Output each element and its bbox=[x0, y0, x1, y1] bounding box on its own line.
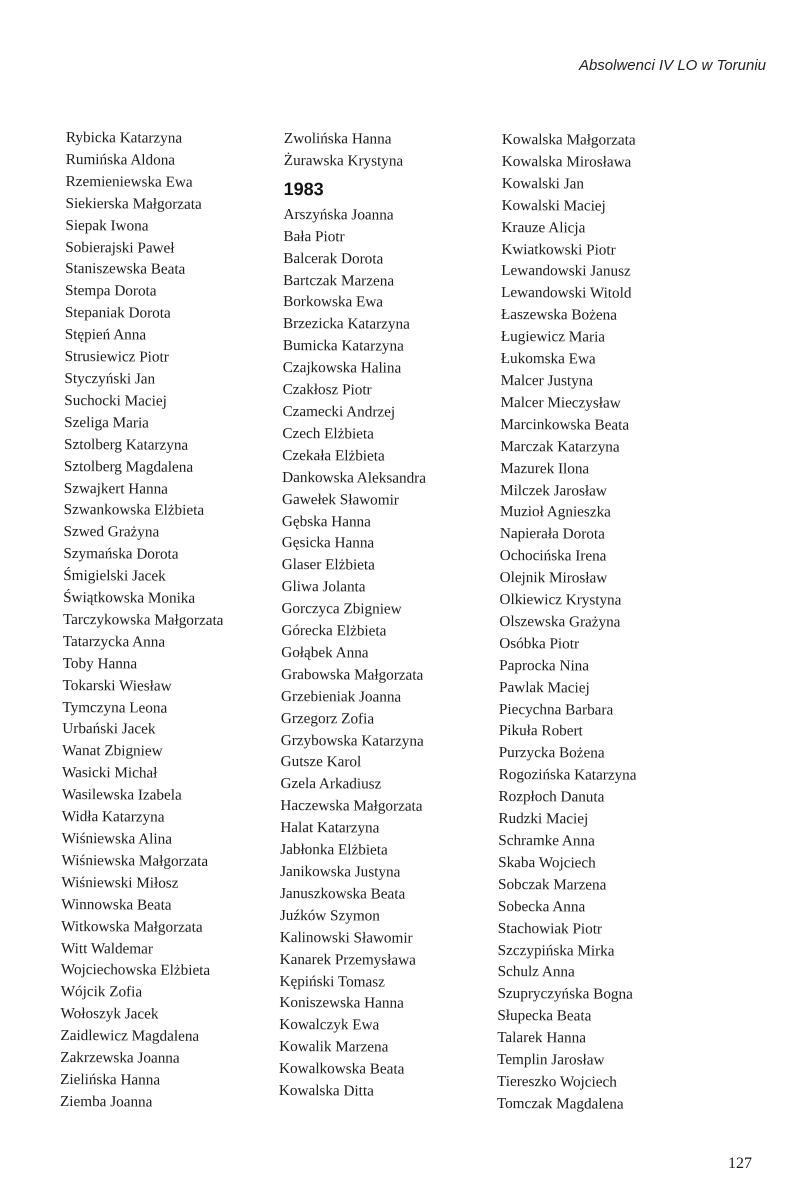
name-entry: Olszewska Grażyna bbox=[499, 612, 621, 631]
name-entry: Ochocińska Irena bbox=[499, 547, 607, 565]
year-heading: 1983 bbox=[283, 178, 324, 200]
name-entry: Wasicki Michał bbox=[62, 764, 158, 782]
name-entry: Czajkowska Halina bbox=[282, 359, 402, 377]
name-column-3 bbox=[497, 129, 640, 1115]
name-entry: Olejnik Mirosław bbox=[499, 569, 608, 587]
name-entry: Bumicka Katarzyna bbox=[282, 337, 404, 355]
name-entry: Wojciechowska Elżbieta bbox=[60, 961, 211, 980]
name-entry: Stępień Anna bbox=[64, 326, 147, 344]
name-entry: Napierała Dorota bbox=[499, 525, 605, 543]
name-entry: Ziemba Joanna bbox=[59, 1092, 153, 1111]
name-entry: Lewandowski Witold bbox=[501, 284, 632, 303]
name-entry: Stepaniak Dorota bbox=[64, 304, 171, 322]
name-entry: Borkowska Ewa bbox=[283, 293, 384, 311]
name-entry: Czekała Elżbieta bbox=[282, 446, 385, 465]
name-entry: Rzemieniewska Ewa bbox=[65, 172, 193, 191]
name-entry: Czech Elżbieta bbox=[282, 424, 374, 443]
name-entry: Wiśniewski Miłosz bbox=[61, 873, 179, 892]
name-entry: Lewandowski Janusz bbox=[501, 262, 631, 281]
name-entry: Kowalska Małgorzata bbox=[501, 130, 636, 149]
name-entry: Dankowska Aleksandra bbox=[282, 468, 427, 487]
name-entry: Górecka Elżbieta bbox=[281, 622, 387, 640]
name-entry: Czamecki Andrzej bbox=[282, 402, 396, 421]
name-entry: Tiereszko Wojciech bbox=[496, 1072, 617, 1091]
name-entry: Sobczak Marzena bbox=[498, 875, 607, 894]
name-entry: Gawełek Sławomir bbox=[282, 490, 399, 509]
name-entry: Talarek Hanna bbox=[497, 1029, 587, 1047]
name-entry: Witkowska Małgorzata bbox=[61, 917, 203, 936]
name-entry: Muzioł Agnieszka bbox=[499, 503, 611, 521]
name-entry: Grzebieniak Joanna bbox=[280, 687, 402, 706]
name-entry: Sobierajski Paweł bbox=[65, 238, 175, 257]
name-entry: Kowalska Ditta bbox=[278, 1082, 374, 1100]
name-entry: Piecychna Barbara bbox=[498, 700, 614, 719]
name-entry: Gzela Arkadiusz bbox=[280, 775, 382, 793]
name-entry: Tatarzycka Anna bbox=[62, 632, 166, 651]
name-entry: Sztolberg Magdalena bbox=[63, 457, 194, 476]
name-entry: Widła Katarzyna bbox=[61, 808, 165, 826]
name-entry: Szwed Grażyna bbox=[63, 523, 160, 541]
name-entry: Szupryczyńska Bogna bbox=[497, 985, 633, 1004]
name-entry: Koniszewska Hanna bbox=[279, 994, 404, 1013]
name-entry: Sztolberg Katarzyna bbox=[64, 435, 189, 454]
name-entry: Tymczyna Leona bbox=[62, 698, 168, 717]
name-entry: Kowalczyk Ewa bbox=[279, 1016, 380, 1034]
name-entry: Kowalkowska Beata bbox=[279, 1060, 405, 1078]
name-entry: Wołoszyk Jacek bbox=[60, 1005, 159, 1023]
name-entry: Czakłosz Piotr bbox=[282, 381, 372, 399]
page-number: 127 bbox=[728, 1155, 752, 1172]
name-entry: Kowalski Maciej bbox=[501, 196, 606, 215]
name-entry: Rogozińska Katarzyna bbox=[498, 766, 637, 784]
name-entry: Kwiatkowski Piotr bbox=[501, 240, 616, 259]
name-entry: Winnowska Beata bbox=[61, 895, 172, 914]
name-column-1 bbox=[60, 127, 226, 1114]
name-entry: Witt Waldemar bbox=[60, 939, 153, 958]
names-after-year bbox=[279, 204, 428, 1103]
name-entry: Łaszewska Bożena bbox=[500, 306, 618, 324]
name-entry: Paprocka Nina bbox=[499, 656, 590, 675]
name-entry: Grabowska Małgorzata bbox=[281, 665, 424, 684]
name-entry: Zwolińska Hanna bbox=[283, 129, 392, 148]
name-entry: Gorczyca Zbigniew bbox=[281, 600, 402, 618]
name-entry: Janikowska Justyna bbox=[280, 862, 401, 881]
name-entry: Łukomska Ewa bbox=[500, 350, 596, 368]
name-entry: Tarczykowska Małgorzata bbox=[62, 610, 224, 629]
name-entry: Zielińska Hanna bbox=[60, 1070, 161, 1089]
name-entry: Haczewska Małgorzata bbox=[280, 797, 423, 816]
name-entry: Osóbka Piotr bbox=[499, 634, 580, 653]
name-entry: Suchocki Maciej bbox=[64, 391, 167, 410]
name-entry: Stachowiak Piotr bbox=[497, 919, 603, 938]
name-entry: Słupecka Beata bbox=[497, 1007, 592, 1025]
name-entry: Wiśniewska Alina bbox=[61, 829, 173, 848]
name-entry: Mazurek Ilona bbox=[500, 459, 590, 478]
name-entry: Wiśniewska Małgorzata bbox=[61, 851, 209, 870]
names-before-year bbox=[284, 128, 428, 173]
name-entry: Bartczak Marzena bbox=[283, 271, 395, 290]
name-entry: Schulz Anna bbox=[497, 963, 575, 981]
name-entry: Gutsze Karol bbox=[280, 753, 362, 771]
name-entry: Glaser Elżbieta bbox=[281, 556, 375, 574]
name-entry: Milczek Jarosław bbox=[500, 481, 607, 500]
name-entry: Rozpłoch Danuta bbox=[498, 788, 605, 806]
running-header: Absolwenci IV LO w Toruniu bbox=[578, 57, 766, 74]
name-entry: Strusiewicz Piotr bbox=[64, 348, 169, 366]
name-entry: Gliwa Jolanta bbox=[281, 578, 366, 596]
name-entry: Schramke Anna bbox=[498, 831, 595, 850]
name-entry: Świątkowska Monika bbox=[63, 589, 196, 607]
name-entry: Rumińska Aldona bbox=[65, 150, 176, 169]
name-entry: Wójcik Zofia bbox=[60, 983, 143, 1001]
name-entry: Krauze Alicja bbox=[501, 218, 586, 237]
name-column-2 bbox=[279, 128, 428, 1103]
name-entry: Rudzki Maciej bbox=[498, 810, 589, 828]
name-entry: Ługiewicz Maria bbox=[500, 328, 606, 346]
name-entry: Toby Hanna bbox=[62, 654, 138, 673]
name-entry: Urbański Jacek bbox=[62, 720, 156, 739]
name-entry: Juźków Szymon bbox=[279, 906, 380, 925]
name-entry: Szczypińska Mirka bbox=[497, 941, 615, 960]
name-entry: Szymańska Dorota bbox=[63, 545, 179, 563]
name-entry: Januszkowska Beata bbox=[279, 884, 406, 903]
name-entry: Szwankowska Elżbieta bbox=[63, 501, 205, 520]
name-entry: Zaidlewicz Magdalena bbox=[60, 1027, 200, 1045]
name-entry: Styczyński Jan bbox=[64, 369, 156, 388]
name-entry: Kowalik Marzena bbox=[279, 1038, 389, 1056]
name-entry: Templin Jarosław bbox=[497, 1051, 605, 1069]
name-entry: Pawlak Maciej bbox=[499, 678, 590, 697]
name-entry: Pikuła Robert bbox=[498, 722, 583, 740]
name-entry: Żurawska Krystyna bbox=[283, 151, 404, 170]
name-entry: Halat Katarzyna bbox=[280, 819, 380, 837]
name-entry: Bała Piotr bbox=[283, 227, 345, 246]
name-entry: Grzybowska Katarzyna bbox=[280, 731, 424, 750]
name-entry: Kowalski Jan bbox=[501, 174, 585, 193]
name-entry: Gołąbek Anna bbox=[281, 643, 369, 662]
name-entry: Brzezicka Katarzyna bbox=[282, 315, 410, 334]
name-entry: Jabłonka Elżbieta bbox=[280, 841, 388, 859]
name-entry: Staniszewska Beata bbox=[65, 260, 186, 279]
name-entry: Malcer Mieczysław bbox=[500, 393, 621, 412]
name-entry: Grzegorz Zofia bbox=[280, 709, 375, 728]
name-entry: Siekierska Małgorzata bbox=[65, 194, 202, 213]
name-entry: Zakrzewska Joanna bbox=[60, 1049, 180, 1067]
name-entry: Kalinowski Sławomir bbox=[279, 928, 413, 947]
name-entry: Marczak Katarzyna bbox=[500, 437, 620, 456]
name-entry: Marcinkowska Beata bbox=[500, 415, 630, 434]
name-entry: Olkiewicz Krystyna bbox=[499, 591, 622, 609]
name-entry: Wanat Zbigniew bbox=[62, 742, 163, 760]
name-entry: Gęsicka Hanna bbox=[281, 534, 375, 552]
name-entry: Malcer Justyna bbox=[500, 371, 594, 390]
name-entry: Stempa Dorota bbox=[64, 282, 157, 300]
name-entry: Wasilewska Izabela bbox=[61, 786, 182, 804]
name-entry: Kowalska Mirosława bbox=[501, 152, 632, 171]
name-entry: Gębska Hanna bbox=[281, 512, 371, 530]
name-entry: Szeliga Maria bbox=[64, 413, 150, 432]
name-entry: Balcerak Dorota bbox=[283, 249, 384, 268]
name-entry: Sobecka Anna bbox=[497, 897, 586, 916]
name-entry: Kępiński Tomasz bbox=[279, 972, 385, 991]
name-entry: Śmigielski Jacek bbox=[63, 567, 166, 585]
name-entry: Szwajkert Hanna bbox=[63, 479, 169, 498]
name-entry: Arszyńska Joanna bbox=[283, 205, 394, 224]
name-entry: Tokarski Wiesław bbox=[62, 676, 172, 695]
name-entry: Tomczak Magdalena bbox=[496, 1094, 624, 1113]
name-entry: Skaba Wojciech bbox=[498, 853, 596, 872]
name-entry: Kanarek Przemysława bbox=[279, 950, 416, 969]
name-entry: Rybicka Katarzyna bbox=[65, 128, 183, 147]
name-entry: Siepak Iwona bbox=[65, 216, 149, 235]
name-entry: Purzycka Bożena bbox=[498, 744, 605, 762]
